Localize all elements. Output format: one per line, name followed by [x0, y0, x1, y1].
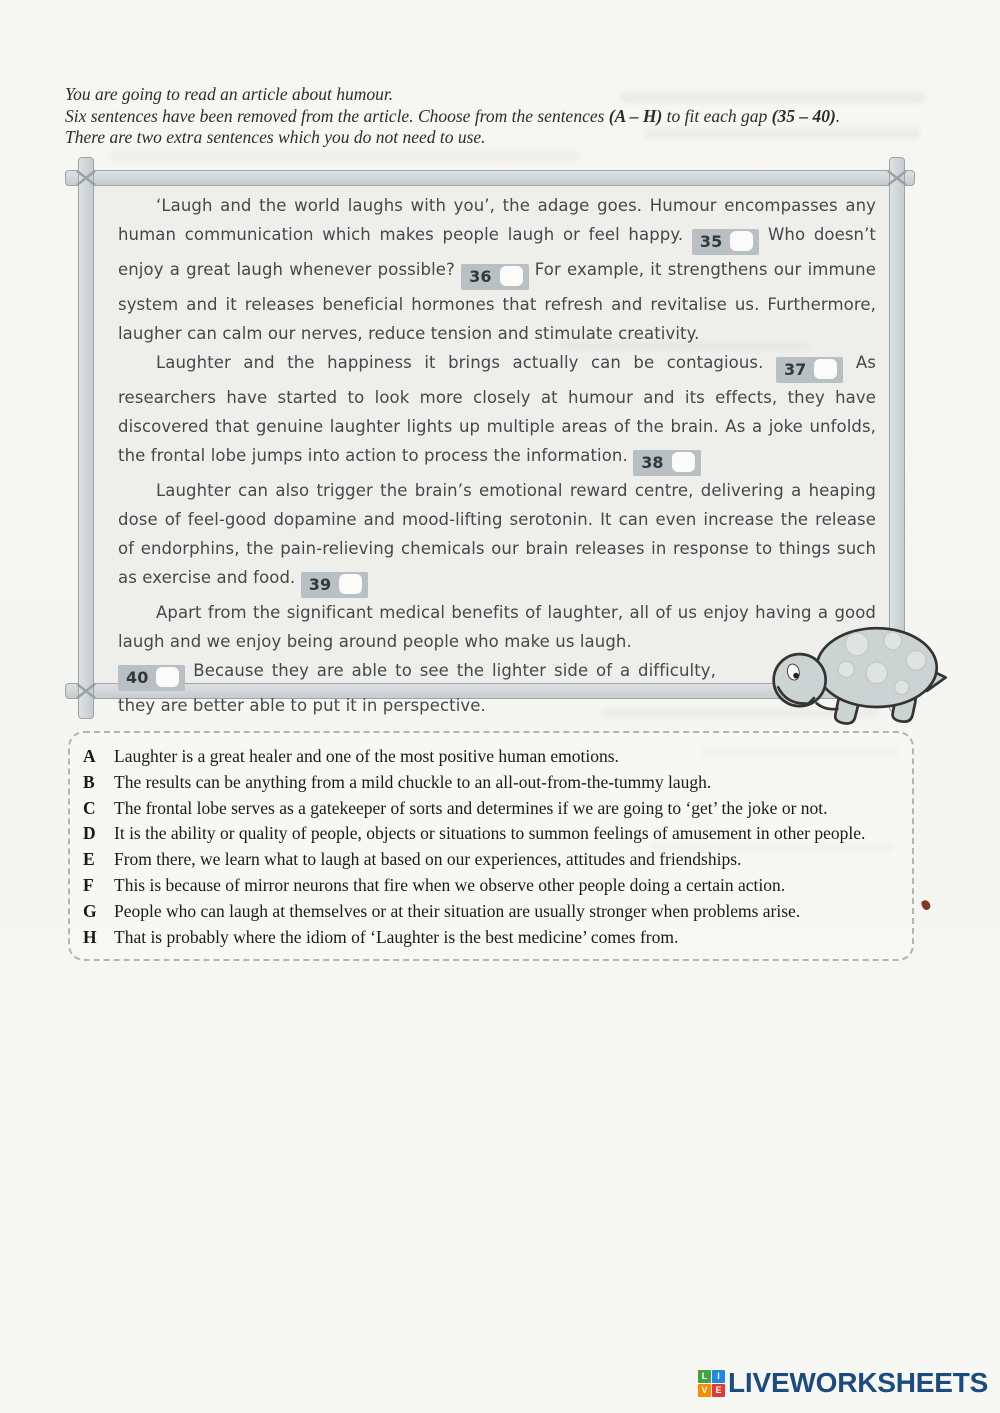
option-row-a [83, 744, 896, 770]
article-paragraph: ‘Laugh and the world laughs with you’, the adage goes. Humour encompasses any human communication which makes people laugh or feel happy. 35 Who doesn’t enjoy a great laugh whenever possible? 36 For example, it strengthens our immune system and it releases beneficial hormones that refresh and revitalise us. Furthermore, laugher can calm our nerves, reduce tension and stimulate creativity. [118, 196, 877, 343]
liveworksheets-logo-tiles [698, 1370, 725, 1397]
gap-number: 36 [469, 267, 492, 286]
instruction-bold-range: (A – H) [608, 105, 663, 126]
turtle-icon [764, 621, 950, 733]
gap-answer-slot[interactable] [672, 452, 695, 472]
option-text: Laughter is a great healer and one of the most positive human emotions. [114, 746, 619, 766]
option-letter: B [83, 771, 95, 792]
option-text: That is probably where the idiom of ‘Laughter is the best medicine’ comes from. [114, 926, 679, 947]
option-text: This is because of mirror neurons that fire when we observe other people doing a certain action. [114, 874, 786, 895]
gap-answer-slot[interactable] [814, 359, 837, 379]
gap-36[interactable] [461, 264, 528, 290]
instructions-line-1: You are going to read an article about humour. [65, 84, 394, 104]
option-text: From there, we learn what to laugh at based on our experiences, attitudes and friendships. [114, 849, 742, 870]
gap-37[interactable] [776, 357, 843, 383]
ink-speck [920, 899, 931, 911]
gap-answer-slot[interactable] [339, 574, 362, 594]
logo-tile-e: E [712, 1384, 725, 1397]
option-letter: F [83, 874, 94, 895]
instruction-segment: Six sentences have been removed from the article. Choose from the sentences [65, 105, 609, 126]
option-text: People who can laugh at themselves or at their situation are usually stronger when problems arise. [114, 900, 801, 921]
scan-showthrough [110, 151, 580, 161]
options-box [68, 731, 914, 961]
article-text [118, 191, 876, 733]
gap-40[interactable] [118, 665, 185, 691]
instruction-bold-range: (35 – 40) [771, 105, 836, 126]
frame-corner-lashing-icon [885, 166, 909, 190]
option-row-g [83, 899, 896, 925]
frame-bar-top [65, 170, 915, 186]
instructions-line-3: There are two extra sentences which you do not need to use. [65, 127, 486, 147]
option-letter: A [83, 746, 96, 766]
article-paragraph: Laughter and the happiness it brings actually can be contagious. 37 As researchers have started to look more closely at humour and its effects, they have discovered that genuine laughter lights up multiple areas of the brain. As a joke unfolds, the frontal lobe jumps into action to process the information. 38 [118, 348, 876, 476]
gap-number: 39 [308, 575, 332, 594]
frame-corner-lashing-icon [74, 679, 98, 703]
option-letter: H [83, 926, 97, 947]
gap-35[interactable] [692, 229, 759, 255]
option-row-f [83, 873, 896, 899]
gap-38[interactable] [633, 450, 700, 476]
article-paragraph: Apart from the significant medical benefits of laughter, all of us enjoy having a good laugh and we enjoy being around people who make us laugh. 40 Because they are able to see the lighter side of a difficulty, they are better able to put it in perspective. [118, 598, 876, 720]
instruction-segment: to fit each gap [662, 105, 772, 126]
liveworksheets-logo[interactable] [698, 1368, 988, 1398]
instruction-segment: . [835, 105, 841, 126]
article-paragraph: Laughter can also trigger the brain’s emotional reward centre, delivering a heaping dose of feel-good dopamine and mood-lifting serotonin. It can even increase the release of endorphins, the pain-relieving chemicals our brain releases in response to things such as exercise and food. 39 [118, 476, 876, 598]
gap-answer-slot[interactable] [500, 266, 523, 286]
logo-tile-v: V [698, 1384, 711, 1397]
instructions [65, 84, 950, 149]
gap-number: 40 [126, 668, 149, 687]
option-text: It is the ability or quality of people, objects or situations to summon feelings of amusement in other people. [114, 823, 866, 844]
option-letter: C [83, 797, 96, 818]
option-row-d [83, 821, 896, 847]
frame-bar-left [78, 157, 94, 719]
option-letter: E [83, 849, 95, 870]
instructions-line-2 [65, 106, 950, 128]
logo-tile-i: I [712, 1370, 725, 1383]
option-text: The frontal lobe serves as a gatekeeper of sorts and determines if we are going to ‘get’ the joke or not. [114, 797, 828, 818]
logo-tile-l: L [698, 1370, 711, 1383]
option-letter: D [83, 823, 96, 844]
option-row-b [83, 770, 896, 796]
liveworksheets-logo-text: LIVEWORKSHEETS [728, 1367, 989, 1398]
option-text: The results can be anything from a mild chuckle to an all-out-from-the-tummy laugh. [114, 771, 712, 792]
option-row-e [83, 847, 896, 873]
gap-number: 38 [641, 453, 664, 472]
gap-answer-slot[interactable] [730, 231, 753, 251]
turtle-illustration [726, 621, 912, 733]
gap-39[interactable] [301, 572, 368, 598]
option-row-h [83, 925, 896, 951]
frame-corner-lashing-icon [74, 166, 98, 190]
gap-answer-slot[interactable] [156, 667, 179, 687]
option-row-c [83, 796, 896, 822]
option-letter: G [83, 900, 97, 921]
gap-number: 37 [783, 360, 807, 379]
gap-number: 35 [699, 232, 723, 251]
options-list [83, 744, 896, 950]
